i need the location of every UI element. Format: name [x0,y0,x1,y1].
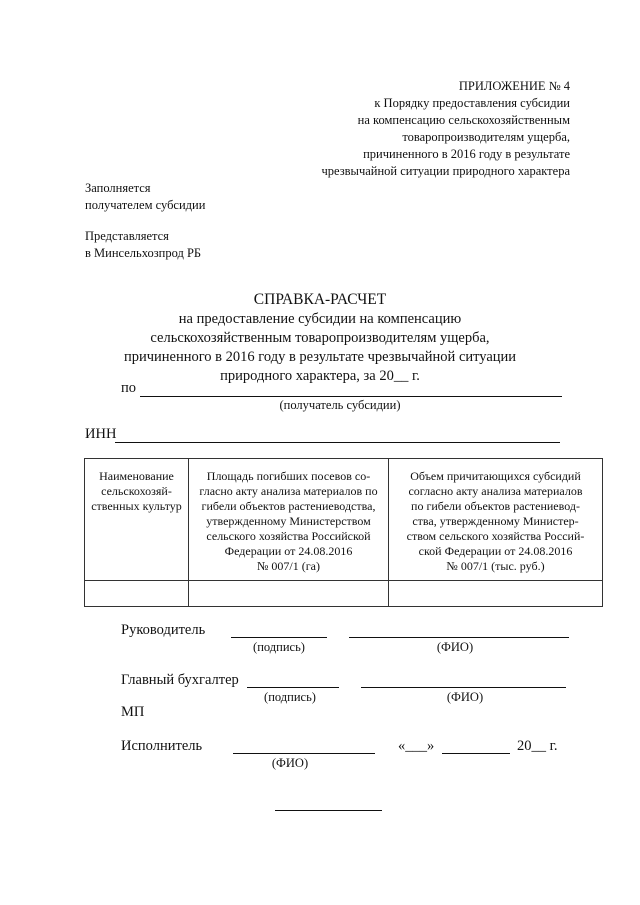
heading-line: сельскохозяйственным товаропроизводителям ущерба, [150,330,490,346]
accountant-fio-caption: (ФИО) [446,690,484,704]
heading-line: природного характера, за 20__ г. [220,368,420,384]
inn-field[interactable] [115,442,560,443]
head-label: Руководитель [121,622,206,638]
appendix-block [321,78,570,180]
note-line: получателем субсидии [85,198,206,212]
stamp-place: МП [121,704,145,720]
recipient-prefix: по [121,380,137,396]
accountant-label: Главный бухгалтер [121,672,239,688]
note-line: Заполняется [85,181,151,195]
table-header-row [85,459,603,581]
header-area [189,459,389,581]
accountant-signature-field[interactable] [247,687,339,688]
appendix-line: к Порядку предоставления субсидии [374,96,570,110]
recipient-caption: (получатель субсидии) [279,398,401,412]
table-row [85,581,603,607]
head-signature-field[interactable] [231,637,327,638]
heading-line: причиненного в 2016 году в результате чрезвычайной ситуации [123,349,517,365]
executor-fio-caption: (ФИО) [271,756,309,770]
heading-line: на предоставление субсидии на компенсацию [178,311,462,327]
header-text: Объем причитающихся субсидий согласно акту анализа материалов по гибели объектов растениевод- ства, утвержденному Министер- ством сельского хозяйства Россий- ской Федерации от 24.08.2016 № 007/1 (тыс. руб.) [406,469,585,573]
recipient-field[interactable] [140,396,562,397]
header-text: Площадь погибших посевов со- гласно акту анализа материалов по гибели объектов растениеводства, утвержденному Министерством сельского хозяйства Российской Федерации от 24.08.2016 № 007/1 (га) [199,469,378,573]
table-cell-amount[interactable] [389,581,603,607]
bottom-separator [275,810,382,811]
appendix-title: ПРИЛОЖЕНИЕ № 4 [458,79,570,93]
header-text: Наименование сельскохозяй- ственных культур [91,469,182,513]
accountant-signature-caption: (подпись) [264,690,316,704]
table-cell-area[interactable] [189,581,389,607]
inn-label: ИНН [85,426,117,442]
date-year[interactable]: 20__ г. [517,738,558,754]
executor-fio-field[interactable] [233,753,375,754]
date-day[interactable]: «___» [398,738,435,754]
date-month-field[interactable] [442,753,510,754]
document-heading [60,290,580,386]
note-line: в Минсельхозпрод РБ [85,246,202,260]
note-line: Представляется [85,229,169,243]
submitted-to-note [85,228,201,262]
head-fio-field[interactable] [349,637,569,638]
head-fio-caption: (ФИО) [436,640,474,654]
header-subsidy-amount [389,459,603,581]
calculation-table [84,458,603,607]
appendix-line: причиненного в 2016 году в результате [363,147,570,161]
head-signature-caption: (подпись) [253,640,305,654]
appendix-line: на компенсацию сельскохозяйственным [357,113,570,127]
appendix-line: товаропроизводителям ущерба, [402,130,570,144]
executor-label: Исполнитель [121,738,203,754]
filled-by-note [85,180,205,214]
appendix-line: чрезвычайной ситуации природного характера [321,164,570,178]
header-crop-name [85,459,189,581]
accountant-fio-field[interactable] [361,687,566,688]
document-title: СПРАВКА-РАСЧЕТ [253,291,387,308]
table-cell-crop[interactable] [85,581,189,607]
